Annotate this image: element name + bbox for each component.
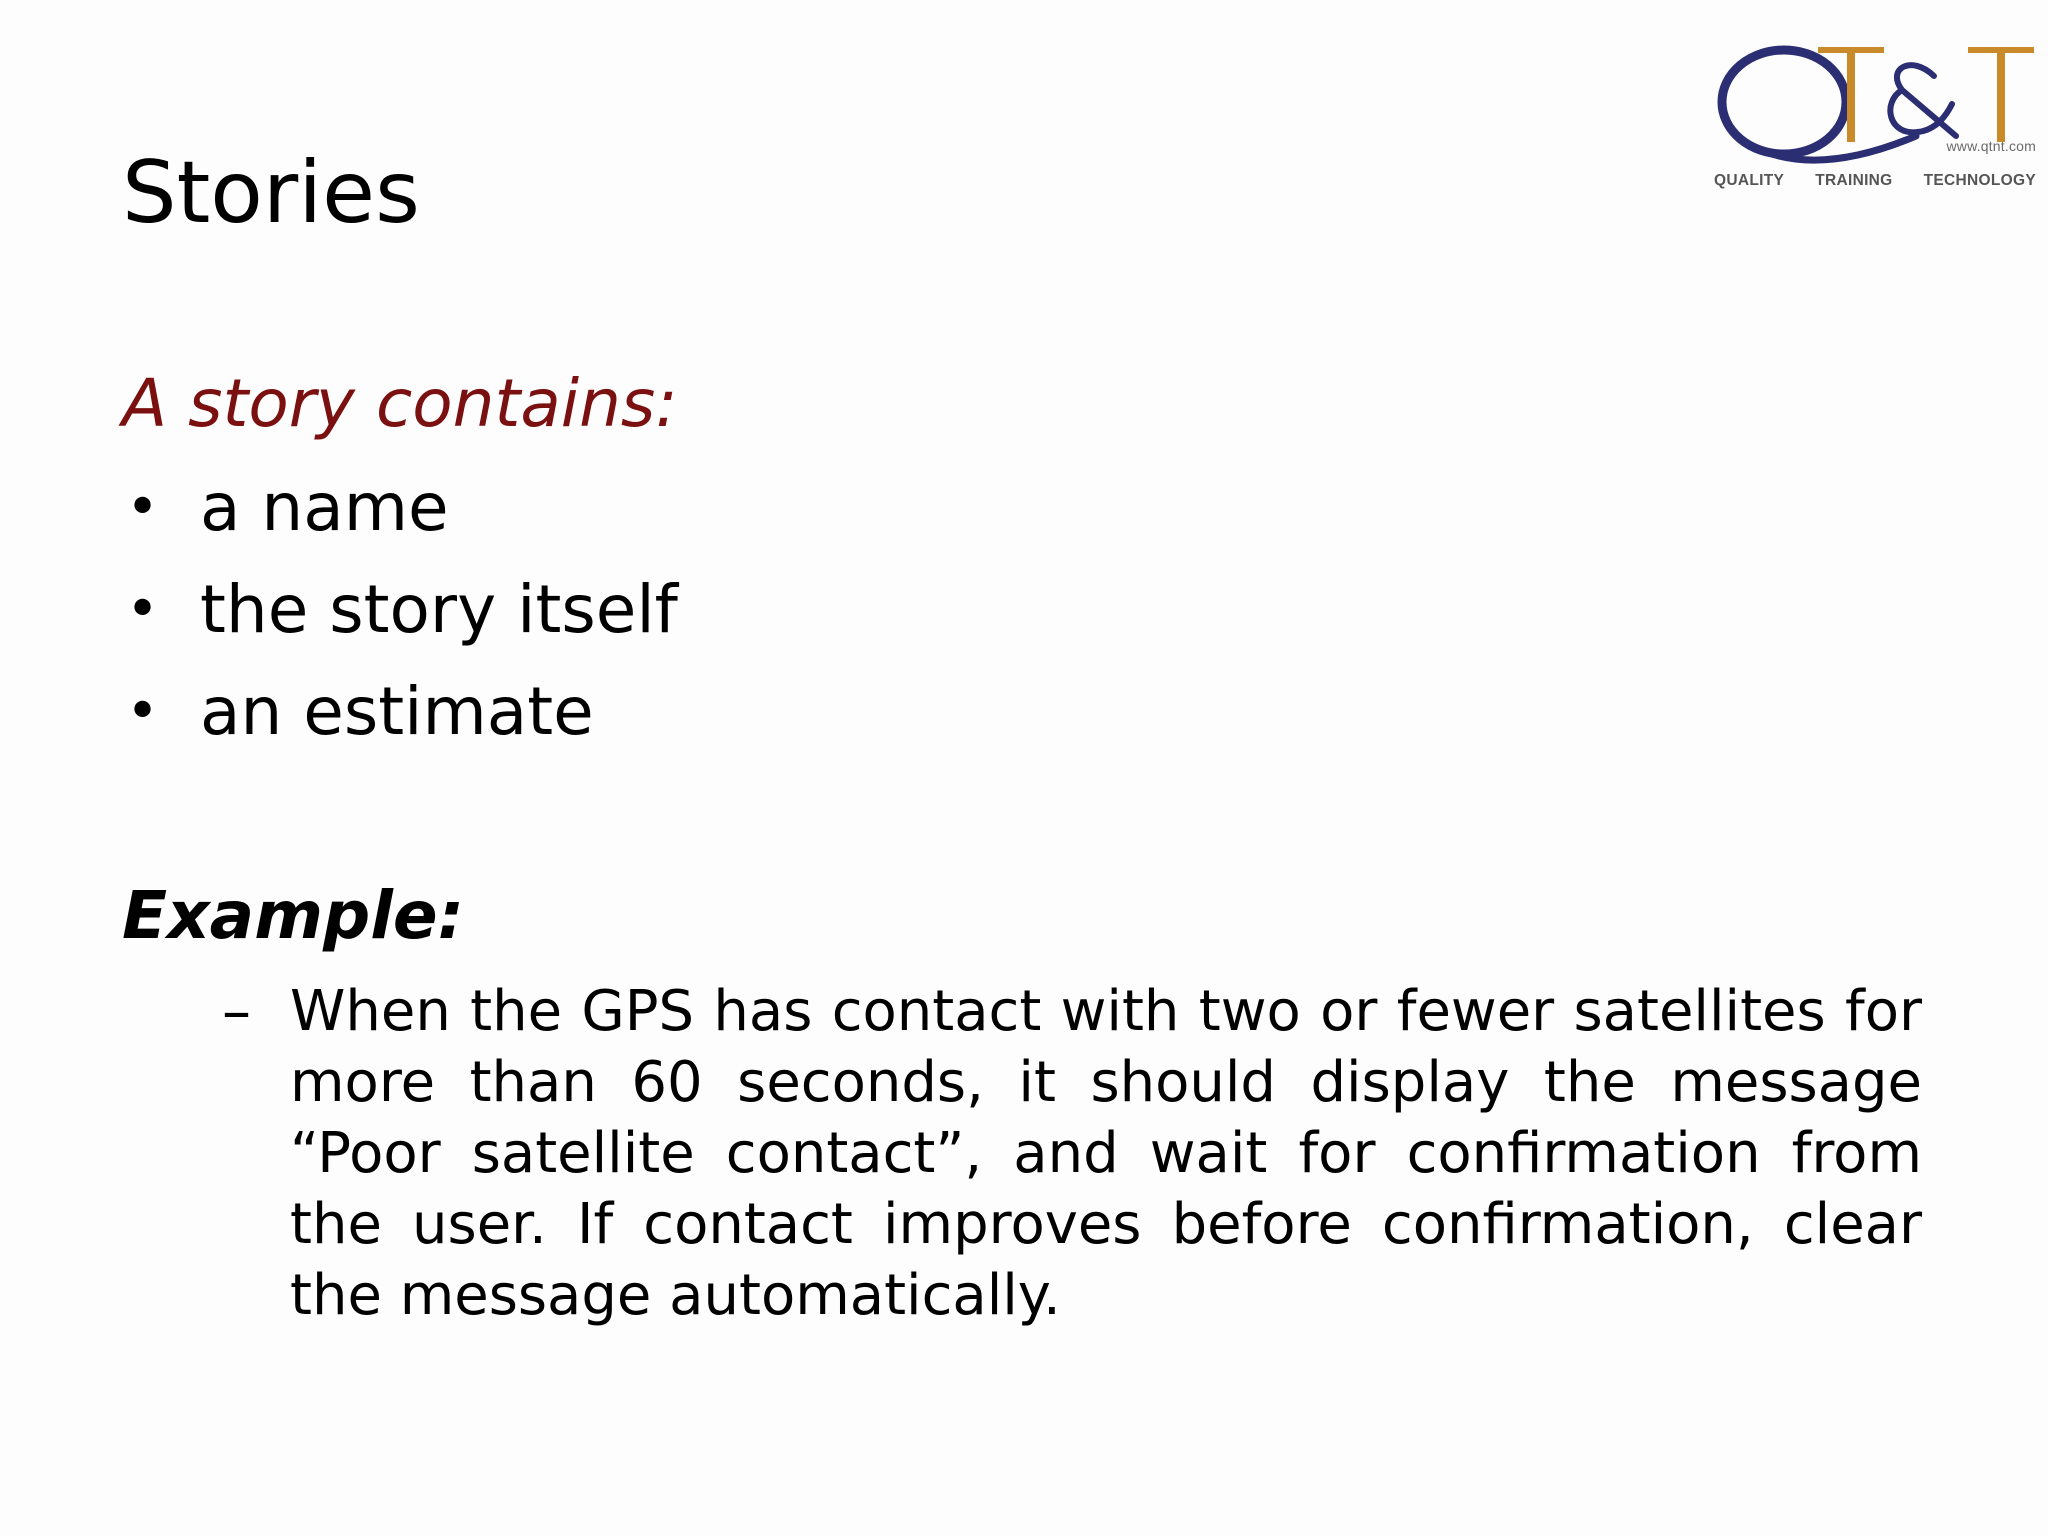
- bullet-text: an estimate: [200, 673, 594, 750]
- bullet-icon: •: [126, 679, 160, 744]
- example-heading: Example:: [122, 877, 464, 954]
- slide-title: Stories: [122, 143, 420, 243]
- logo-tagline-training: TRAINING: [1815, 172, 1893, 189]
- example-text: When the GPS has contact with two or fewer satellites for more than 60 seconds, it should display the message “Poor satellite contact”, and wait for confirmation from the user. If contact improves before confirmation, clear the message automatically.: [290, 979, 1922, 1328]
- bullet-item: [122, 670, 678, 772]
- bullet-item: [122, 466, 678, 568]
- contains-heading: A story contains:: [122, 365, 678, 442]
- logo-tagline-technology: TECHNOLOGY: [1923, 172, 2036, 189]
- bullet-text: the story itself: [200, 571, 678, 648]
- bullet-text: a name: [200, 469, 449, 546]
- bullet-icon: •: [126, 475, 160, 540]
- company-logo: [1706, 24, 2036, 204]
- dash-bullet-icon: –: [222, 977, 251, 1045]
- logo-url: www.qtnt.com: [1946, 138, 2036, 154]
- bullet-item: [122, 568, 678, 670]
- logo-tagline-quality: QUALITY: [1714, 172, 1785, 189]
- bullet-icon: •: [126, 577, 160, 642]
- logo-tagline: [1714, 172, 2036, 190]
- bullet-list: [122, 466, 678, 772]
